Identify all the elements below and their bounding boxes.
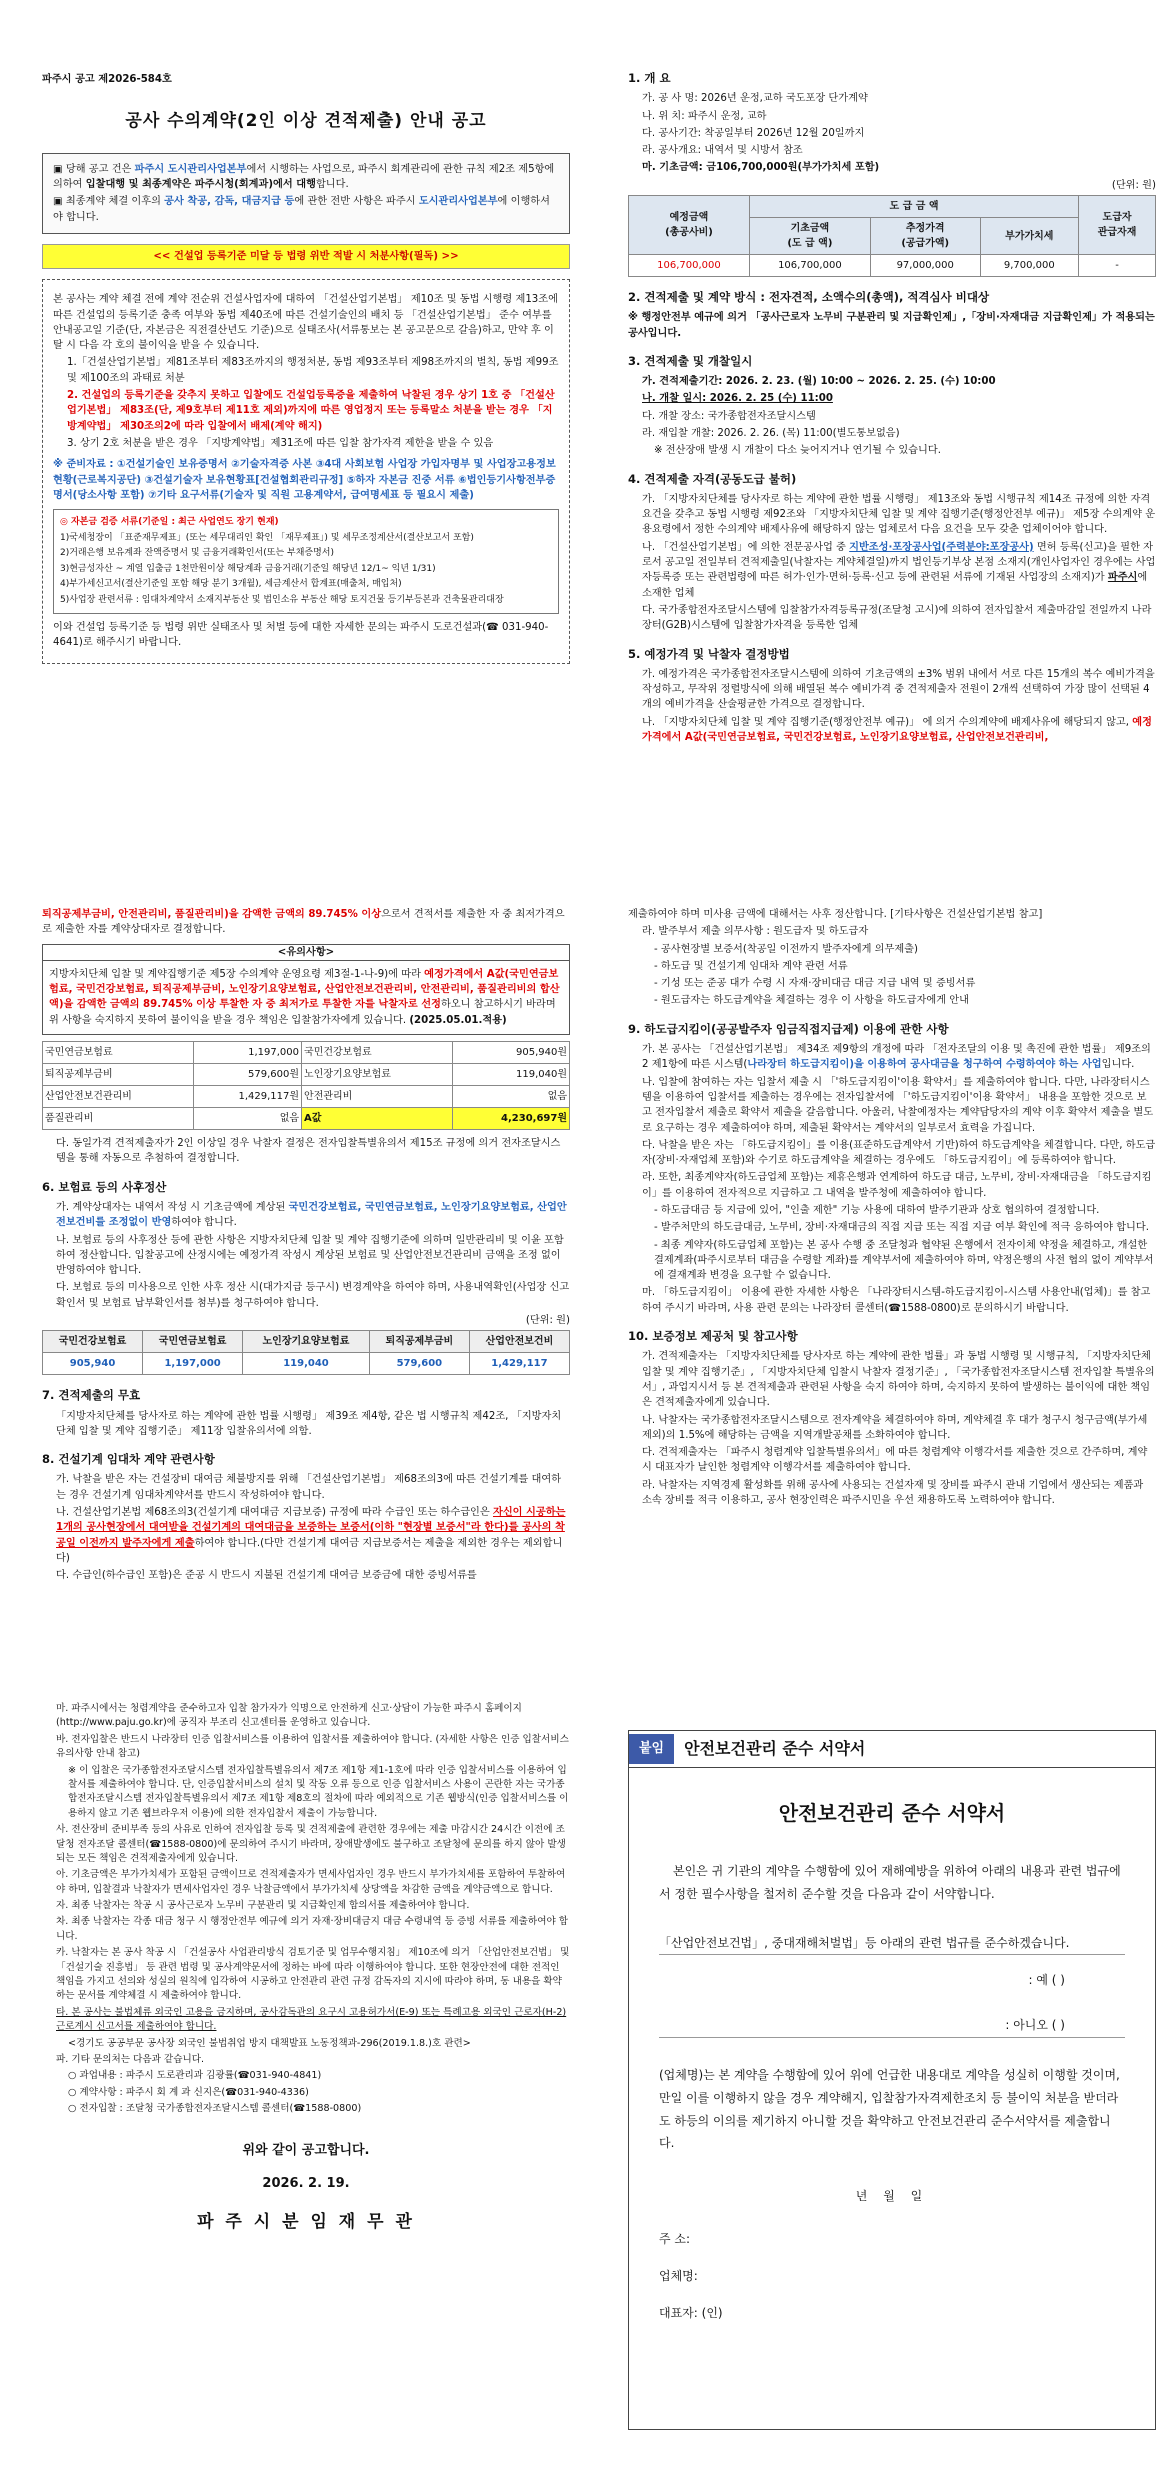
cell: 905,940 [43, 1353, 143, 1375]
cell: 국민연금보험료 [43, 1042, 194, 1064]
col-header: 추정가격 (공급가액) [870, 218, 980, 255]
cell: 119,040 [243, 1353, 370, 1375]
pledge-yes[interactable]: : 예 ( ) [1028, 1973, 1065, 1988]
cell: - [1079, 255, 1156, 277]
subcontract-a: 가. 본 공사는 「건설산업기본법」 제34조 제9항의 개정에 따라 「전자조달의 이용 및 촉진에 관한 법률」 제9조의2 제1항에 따른 시스템(나라장터 하도급지킴이)을 이용하여 공사대금을 청구하여 수령하여야 하는 사업입니다. [642, 1044, 1151, 1071]
warning-item-3: 3. 상기 2호 처분을 받은 경우 「지방계약법」제31조에 따른 입찰 참가자격 제한을 받을 수 있음 [67, 437, 494, 449]
capital-doc-item: 1)국세청장이 「표준재무제표」(또는 세무대리인 확인 「재무제표」) 및 세무조정계산서(결산보고서 포함) [60, 532, 474, 543]
section-3-title: 3. 견적제출 및 개찰일시 [628, 353, 753, 368]
docs-list: ※ 준비자료 : ①건설기술인 보유증명서 ②기술자격증 사본 ③4대 사회보험 사업장 가입자명부 및 사업장고용정보현황(근로복지공단) ③건설기술자 보유현황표[건설협회관리규정] ⑤하자 자본금 진중 서류 ⑥법인등기사항전부증명서(당소사항 포함) ⑦기타 요구서류(기술자 및 직원 고용계약서, 급여명세표 등 필요시 제출) [53, 459, 556, 501]
reference-item: 라. 낙찰자는 지역경제 활성화를 위해 공사에 사용되는 건설자재 및 장비를 파주시 관내 기업에서 생산되는 제품과 소속 장비를 적극 이용하고, 공사 현장인력은 파주시민을 우선 채용하도록 노력하여야 합니다. [642, 1479, 1144, 1506]
insurance-b: 나. 보험료 등의 사후정산 등에 관한 사항은 지방자치단체 입찰 및 계약 집행기준에 의하며 일반관리비 및 이윤 포함하여 정산합니다. 입찰공고에 산정시에는 예정가격 작성시 계상된 보험료 및 산업안전보건관리비 금액을 조정 없이 반영하여야 합니다. [56, 1234, 564, 1277]
schedule-item: ※ 전산장애 발생 시 개찰이 다소 늦어지거나 연기될 수 있습니다. [654, 445, 941, 457]
notice-left-top [42, 70, 570, 664]
unit-label: (단위: 원) [1111, 179, 1156, 191]
section-2-note: ※ 행정안전부 예규에 의거 「공사근로자 노무비 구분관리 및 지급확인제」,「장비·자재대금 지급확인제」가 적용되는 공사입니다. [628, 312, 1155, 339]
reference-item: 사. 전산장비 준비부족 등의 사유로 인하여 전자입찰 등록 및 견적제출에 관련한 경우에는 제출 마감시간 24시간 이전에 조달청 전자조달 콜센터(☎1588-0800)에 문의하여 주시기 바라며, 장애발생에도 불구하고 조달청에 문의를 하지 않아 발생되는 모든 책임은 견적제출자에게 있습니다. [56, 1824, 566, 1864]
subcontract-d-sub: - 하도급대금 등 지급에 있어, "인출 제한" 기능 사용에 대하여 발주기관과 상호 협의하여 결정합니다. [654, 1205, 1100, 1216]
invalid-text: 「지방자치단체를 당사자로 하는 계약에 관한 법률 시행령」 제39조 제4항, 같은 법 시행규칙 제42조, 「지방자치단체 입찰 및 계약 집행기준」 제11장 입찰유의서에 의함. [56, 1410, 562, 1437]
subcontract-c: 다. 낙찰을 받은 자는 「하도급지킴이」를 이용(표준하도급계약서 기반)하여 하도급계약을 체결합니다. 다만, 하도급자(장비·자재업체 포함)와 수기로 하도급계약을 체결하는 경우에도 「하도급지킴이」에 등록하여야 합니다. [642, 1139, 1156, 1167]
cell: 1,197,000 [143, 1353, 243, 1375]
pledge-law: 「산업안전보건법」, 중대재해처벌법」등 아래의 관련 법규를 준수하겠습니다. [659, 1932, 1125, 1956]
section-1-title: 1. 개 요 [628, 71, 671, 85]
cell: 품질관리비 [43, 1108, 194, 1130]
cell: 106,700,000 [629, 255, 750, 277]
equipment-a: 가. 낙찰을 받은 자는 건설장비 대여금 체불방지를 위해 「건설산업기본법」 제68조의3에 따른 건설기계를 대여하는 경우 건설기계 임대차계약서를 반드시 작성하여야 합니다. [56, 1474, 562, 1501]
cell: 퇴직공제부금비 [43, 1064, 194, 1086]
cell: 4,230,697원 [453, 1108, 570, 1130]
contact-item: ○ 과업내용 : 파주시 도로관리과 김광률(☎031-940-4841) [68, 2070, 322, 2082]
unit-label: (단위: 원) [525, 1315, 570, 1326]
qualification-a: 가. 「지방자치단체를 당사자로 하는 계약에 관한 법률 시행령」 제13조와 동법 시행규칙 제14조 규정에 의한 자격요건을 갖추고 동법 시행령 제92조와 「지방자치단체 입찰 및 계약 집행기준(행정안전부 예규)」 제5장 수의계약 운용요령에서 정한 수의계약 배제사유에 해당하지 않는 업체로서 다음 요건을 모두 갖춘 업체이어야 합니다. [642, 493, 1156, 536]
overview-item: 나. 위 치: 파주시 운정, 교하 [642, 110, 767, 122]
equipment-b: 나. 건설산업기본법 제68조의3(건설기계 대여대금 지급보증) 규정에 따라 수급인 또는 하수급인은 자신이 시공하는 1개의 공사현장에서 대여받을 건설기계의 대여대금을 보증하는 보증서(이하 "현장별 보증서"라 한다)를 공사의 착공일 이전까지 발주자에게 제출하여야 합니다.(다만 건설기계 대여금 지급보증서는 제출을 제외한 경우는 제외합니다) [56, 1506, 566, 1564]
section-6-title: 6. 보험료 등의 사후정산 [42, 1179, 167, 1194]
intro-line-1: ▣ 당해 공고 건은 파주시 도시관리사업본부에서 시행하는 사업으로, 파주시 회계관리에 관한 규칙 제2조 제5항에 의하여 입찰대행 및 최종계약은 파주시청(회계과)에서 대행합니다. [53, 163, 555, 191]
capital-doc-item: 2)거래은행 보유계좌 잔액증명서 및 금융거래확인서(또는 부채증명서) [60, 548, 334, 559]
capital-doc-item: 4)부가세신고서(결산기준일 포함 해당 분기 3개월), 세금계산서 합계표(매출처, 매입처) [60, 579, 402, 590]
cell: 1,197,000 [194, 1042, 302, 1064]
cell: A값 [302, 1108, 453, 1130]
reference-item: <경기도 공공부문 공사장 외국인 불법취업 방지 대책발표 노동정책과-296(2019.1.8.)호 관련> [68, 2037, 471, 2049]
qualification-c: 다. 국가종합전자조달시스템에 입찰참가자격등록규정(조달청 고시)에 의하여 전자입찰서 제출마감일 전일까지 나라장터(G2B)시스템에 입찰참가자격을 등록한 업체 [642, 604, 1152, 632]
equipment-duty: - 원도급자는 하도급계약을 체결하는 경우 이 사항을 하도급자에게 안내 [654, 995, 969, 1007]
cell: 97,000,000 [870, 255, 980, 277]
reference-item: 파. 기타 문의처는 다음과 같습니다. [56, 2053, 205, 2065]
cell: 579,600원 [194, 1064, 302, 1086]
appendix-header-title: 안전보건관리 준수 서약서 [684, 1739, 866, 1758]
qualification-b: 나. 「건설산업기본법」에 의한 전문공사업 중 지반조성·포장공사업(주력분야:포장공사) 면허 등록(신고)을 필한 자로서 공고일 전일부터 견적제출일(낙찰자는 계약체결일)까지 법인등기부상 본점 소재지(개인사업자인 경우에는 사업자등록증 또는 관련법령에 따른 허가·인가·면허·등록·신고 등에 관련된 서류에 기재된 사업장의 소재지)가 파주시에 소재한 업체 [642, 541, 1156, 599]
cell: 없음 [194, 1108, 302, 1130]
notice-date: 2026. 2. 19. [262, 2176, 350, 2192]
cell: 9,700,000 [980, 255, 1079, 277]
equipment-duty: - 공사현장별 보증서(착공일 이전까지 발주자에게 의무제출) [654, 943, 919, 955]
col-header: 국민건강보험료 [43, 1331, 143, 1353]
reference-item: 나. 낙찰자는 국가종합전자조달시스템으로 전자계약을 체결하여야 하며, 계약체결 후 대가 청구시 청구금액(부가세 제외)의 1.5%에 해당하는 금액을 지역개발공채를 소화하여야 합니다. [642, 1414, 1148, 1441]
pledge-body: (업체명)는 본 계약을 수행함에 있어 위에 언급한 내용대로 계약을 성실히 이행할 것이며, 만일 이를 이행하지 않을 경우 계약해지, 입찰참가자격제한조치 등 불이익 처분을 받더라도 하등의 이의를 제기하지 아니할 것을 확약하고 안전보건관리 준수서약서를 제출합니다. [659, 2067, 1120, 2151]
capital-doc-item: 5)사업장 관련서류 : 임대차계약서 소재지부동산 및 법인소유 부동산 해당 토지건물 등기부등본과 건축물관리대장 [60, 594, 504, 605]
section-10-title: 10. 보증정보 제공처 및 참고사항 [628, 1329, 798, 1344]
reference-item: 바. 전자입찰은 반드시 나라장터 인증 입찰서비스를 이용하여 입찰서를 제출하여야 합니다. (자세한 사항은 인증 입찰서비스 유의사항 안내 참고) [56, 1733, 569, 1760]
contact-paragraph: 이와 건설업 등록기준 등 법령 위반 실태조사 및 처벌 등에 대한 자세한 문의는 파주시 도로건설과(☎ 031-940-4641)로 해주시기 바랍니다. [53, 622, 549, 649]
overview-item: 마. 기초금액: 금106,700,000원(부가가치세 포함) [642, 162, 880, 174]
contact-item: ○ 계약사항 : 파주시 회 계 과 신지은(☎031-940-4336) [68, 2086, 309, 2098]
page-title: 공사 수의계약(2인 이상 견적제출) 안내 공고 [125, 111, 487, 132]
equipment-c: 다. 수급인(하수급인 포함)은 준공 시 반드시 지불된 건설기계 대여금 보증금에 대한 증빙서류를 [56, 1570, 477, 1582]
subcontract-d-sub: - 발주처만의 하도급대금, 노무비, 장비·자재대금의 직접 지급 또는 직접 지급 여부 확인에 적극 응하여야 합니다. [654, 1222, 1149, 1234]
col-header: 국민연금보험료 [143, 1331, 243, 1353]
pledge-title: 안전보건관리 준수 서약서 [778, 1801, 1006, 1825]
schedule-item: 나. 개찰 일시: 2026. 2. 25 (수) 11:00 [642, 393, 833, 405]
cell: 905,940원 [453, 1042, 570, 1064]
equipment-duty: 라. 발주부서 제출 의무사항 : 원도급자 및 하도급자 [642, 926, 869, 938]
pledge-intro: 본인은 귀 기관의 계약을 수행함에 있어 재해예방을 위하여 아래의 내용과 관련 법규에서 정한 필수사항을 철저히 준수할 것을 다음과 같이 서약합니다. [659, 1864, 1121, 1901]
notice-left-bottom [42, 1700, 570, 2237]
warning-item-2: 2. 건설업의 등록기준을 갖추지 못하고 입찰에도 건설업등록증을 제출하여 낙찰된 경우 상기 1호 중 「건설산업기본법」 제83조(단, 제9호부터 제11호 제외)까지에 따른 영업정지 또는 등록말소 처분을 받는 경우 「지방계약법」 제30조의2에 따라 입찰에서 배제(계약 해지) [67, 390, 555, 432]
cell: 국민건강보험료 [302, 1042, 453, 1064]
cell: 119,040원 [453, 1064, 570, 1086]
section-7-title: 7. 견적제출의 무효 [42, 1388, 141, 1403]
warning-box [42, 279, 570, 663]
notice-left-middle [42, 905, 570, 1585]
warning-banner: << 건설업 등록기준 미달 등 법령 위반 적발 시 처분사항(필독) >> [42, 244, 570, 269]
notice-number: 파주시 공고 제2026-584호 [42, 74, 172, 85]
capital-docs-box [53, 509, 559, 614]
subcontract-d: 라. 또한, 최종계약자(하도급업체 포함)는 제휴은행과 연계하여 하도급 대금, 노무비, 장비·자재대금을 「하도급지킴이」를 이용하여 전자적으로 지급하고 그 내역을 발주청에 제출하여야 합니다. [642, 1172, 1152, 1199]
reference-item: 아. 기초금액은 부가가치세가 포함된 금액이므로 견적제출자가 면세사업자인 경우 반드시 부가가치세를 포함하여 투찰하여야 하며, 입찰결과 낙찰자가 면세사업자인 경우 낙찰금액에서 부가가치세 상당액을 차감한 금액을 계약금액으로 합니다. [56, 1869, 566, 1895]
reference-item: 카. 낙찰자는 본 공사 착공 시 「건설공사 사업관리방식 검토기준 및 업무수행지침」 제10조에 의거 「산업안전보건법」 및 「건설기술 진흥법」 등 관련 법령 및 공사계약문서에 정하는 바에 따라 이행하여야 합니다. 또한 현장안전에 대한 전적인 책임을 가지고 선의와 성실의 원칙에 입각하여 시공하고 안전관리 관련 규정 감독자의 지시에 따라야 하며, 동 내용을 확약하는 문서를 계약체결 시 제출하여야 합니다. [56, 1947, 570, 2002]
section-9-title: 9. 하도급지킴이(공공발주자 임금직접지급제) 이용에 관한 사항 [628, 1021, 949, 1036]
cell: 579,600 [369, 1353, 469, 1375]
intro-line-2: ▣ 최종계약 체결 이후의 공사 착공, 감독, 대금지급 등에 관한 전반 사항은 파주시 도시관리사업본부에 이행하셔야 합니다. [53, 196, 550, 223]
notes-box [42, 944, 570, 1035]
col-header: 도급자 관급자재 [1079, 196, 1156, 255]
pledge-address[interactable]: 주 소: [659, 2231, 691, 2246]
pledge-representative[interactable]: 대표자: (인) [659, 2305, 723, 2320]
a-value-table [42, 1041, 570, 1130]
schedule-item: 가. 견적제출기간: 2026. 2. 23. (월) 10:00 ~ 2026. 2. 25. (수) 10:00 [642, 376, 996, 388]
reference-item: 가. 견적제출자는 「지방자치단체를 당사자로 하는 계약에 관한 법률」과 동법 시행령 및 시행규칙, 「지방자치단체 입찰 및 계약 집행기준」, 「지방자치단체 입찰시 낙찰자 결정기준」, 「국가종합전자조달시스템 전자입찰 특별유의서」, 과업지시서 등 본 견적제출과 관련된 사항을 숙지 하여야 하며, 숙지하지 못하여 발생하는 불이익에 대한 책임은 견적제출자에게 있습니다. [642, 1351, 1155, 1409]
notes-body: 지방자치단체 입찰 및 계약집행기준 제5장 수의계약 운영요령 제3절-1-나-9)에 따라 예정가격에서 A값(국민연금보험료, 국민건강보험료, 퇴직공제부금비, 노인장기요양보험료, 산업안전보건관리비, 안전관리비, 품질관리비의 합산액)을 감액한 금액의 89.745% 이상 투찰한 자 중 최저가로 투찰한 자를 낙찰자로 선정하오니 참고하시기 바라며 위 사항을 숙지하지 못하여 불이익을 받을 경우 책임은 입찰참가자에게 있습니다. (2025.05.01.적용) [49, 968, 560, 1026]
equipment-duty: - 하도급 및 건설기계 임대차 계약 관련 서류 [654, 960, 848, 972]
col-header: 기초금액 (도 급 액) [749, 218, 870, 255]
closing-line: 위와 같이 공고합니다. [242, 2142, 370, 2158]
subcontract-e: - 최종 계약자(하도급업체 포함)는 본 공사 수행 중 조달청과 협약된 은행에서 전자이체 약정을 체결하고, 개설한 결제계좌(파주시로부터 대금을 수령할 계좌)를 계약부서에 제출하여야 하며, 약정은행의 사전 협의 없이 계약부서에 결재계좌 변경을 요구할 수 없습니다. [654, 1239, 1154, 1282]
intro-box [42, 153, 570, 234]
price-method-b: 나. 「지방자치단체 입찰 및 계약 집행기준(행정안전부 예규)」 에 의거 수의계약에 배제사유에 해당되지 않고, 예정가격에서 A값(국민연금보험료, 국민건강보험료, 노인장기요양보험료, 산업안전보건관리비, [642, 716, 1152, 743]
capital-docs-title: ◎ 자본금 검증 서류(기준일 : 최근 사업연도 장기 현재) [60, 517, 279, 528]
reference-item: ※ 이 입찰은 국가종합전자조달시스템 전자입찰특별유의서 제7조 제1항 제1-1호에 따라 인증 입찰서비스를 이용하여 입찰서를 제출하여야 합니다. 단, 인증입찰서비스의 설치 및 작동 오류 등으로 인증 입찰서비스 사용이 곤란한 자는 국가종합전자조달시스템 전자입찰특별유의서 제7조 제1항 제8호의 절차에 따라 예외적으로 기존 웹방식(인증 입찰서비스를 이용하지 않고 기존 웹브라우저 이용)에 의한 전자입찰서 제출이 가능합니다. [68, 1764, 569, 1819]
overview-item: 가. 공 사 명: 2026년 운정,교하 국도포장 단가계약 [642, 93, 868, 105]
col-header: 퇴직공제부금비 [369, 1331, 469, 1353]
capital-doc-item: 3)현금성자산 ~ 계열 입출금 1천만원이상 해당계좌 금융거래(기준일 해당년 12/1~ 익년 1/31) [60, 563, 436, 574]
section-5-title: 5. 예정가격 및 낙찰자 결정방법 [628, 646, 790, 661]
cell: 106,700,000 [749, 255, 870, 277]
col-header: 예정금액 (총공사비) [629, 196, 750, 255]
cell: 없음 [453, 1086, 570, 1108]
insurance-c: 다. 보험료 등의 미사용으로 인한 사후 정산 시(대가지급 등구시) 변경계약을 하여야 하며, 사용내역확인(사업장 신고확인서 및 보험료 납부확인서를 첨부)를 청구하여야 합니다. [56, 1282, 570, 1309]
pledge-company[interactable]: 업체명: [659, 2268, 698, 2283]
price-method-a: 가. 예정가격은 국가종합전자조달시스템에 의하여 기초금액의 ±3% 범위 내에서 서로 다른 15개의 복수 예비가격을 작성하고, 무작위 정렬방식에 의해 배열된 복수 예비가격 중 견적제출자 전원이 2개씩 선택하여 가장 많이 선택된 4개의 예비가격을 산술평균한 가격으로 결정합니다. [642, 668, 1155, 711]
insurance-table [42, 1330, 570, 1375]
overview-item: 다. 공사기간: 착공일부터 2026년 12월 20일까지 [642, 127, 865, 139]
col-header: 노인장기요양보험료 [243, 1331, 370, 1353]
cell: 1,429,117원 [194, 1086, 302, 1108]
insurance-a: 가. 계약상대자는 내역서 작성 시 기초금액에 계상된 국민건강보험료, 국민연금보험료, 노인장기요양보험료, 산업안전보건비를 조정없이 반영하여야 합니다. [56, 1201, 567, 1229]
section-8-title: 8. 건설기계 임대차 계약 관련사항 [42, 1452, 215, 1467]
schedule-item: 라. 재입찰 개찰: 2026. 2. 26. (목) 11:00(별도통보없음) [642, 428, 900, 440]
reference-item: 다. 견적제출자는 「파주시 청렴계약 입찰특별유의서」에 따른 청렴계약 이행각서를 제출한 것으로 간주하며, 계약 시 대표자가 날인한 청렴계약 이행각서를 제출하여야 합니다. [642, 1447, 1148, 1474]
price-method-d: 다. 동일가격 견적제출자가 2인 이상일 경우 낙찰자 결정은 전자입찰특별유의서 제15조 규정에 의거 전자조달시스템을 통해 자동으로 추첨하여 결정합니다. [56, 1138, 561, 1165]
col-header: 부가가치세 [980, 218, 1079, 255]
reference-item: 타. 본 공사는 불법체류 외국인 고용을 금지하며, 공사감독관의 요구시 고용허가서(E-9) 또는 특례고용 외국인 근로자(H-2) 근로계시 신고서를 제출하여야 합니다. [56, 2006, 567, 2033]
issuer: 파 주 시 분 임 재 무 관 [197, 2211, 415, 2232]
col-header: 산업안전보건비 [469, 1331, 569, 1353]
reference-item: 마. 파주시에서는 청렴계약을 준수하고자 입찰 참가자가 익명으로 안전하게 신고·상담이 가능한 파주시 홈페이지(http://www.paju.go.kr)에 공직자 부조리 신고센터를 운영하고 있습니다. [56, 1703, 522, 1729]
section-2-title: 2. 견적제출 및 계약 방식 : 전자견적, 소액수의(총액), 적격심사 비대상 [628, 290, 990, 305]
cell: 안전관리비 [302, 1086, 453, 1108]
appendix-tag: 붙임 [629, 1734, 674, 1764]
appendix-header [629, 1731, 1155, 1768]
reference-item: 자. 최종 낙찰자는 착공 시 공사근로자 노무비 구분관리 및 지급확인제 합의서를 제출하여야 합니다. [56, 1900, 470, 1912]
subcontract-f: 마. 「하도급지킴이」 이용에 관한 자세한 사항은 「나라장터시스템-하도급지킴이-시스템 사용안내(업체)」를 참고하여 주시기 바라며, 사용 관련 문의는 나라장터 콜센터(☎1588-0800)로 문의하시기 바랍니다. [642, 1287, 1151, 1314]
price-method-b-cont: 퇴직공제부금비, 안전관리비, 품질관리비)을 감액한 금액의 89.745% 이상으로서 견적서를 제출한 자 중 최저가격으로 제출한 자를 계약상대자로 결정합니다. [42, 909, 565, 936]
equipment-cont: 제출하여야 하며 미사용 금액에 대해서는 사후 정산합니다. [기타사항은 건설산업기본법 참고] [628, 909, 1043, 920]
cell: 노인장기요양보험료 [302, 1064, 453, 1086]
notice-right-top [628, 70, 1156, 747]
appendix-pledge [628, 1730, 1156, 2430]
amount-table [628, 195, 1156, 277]
subcontract-b: 나. 입찰에 참여하는 자는 입찰서 제출 시 「'하도급지킴이'이용 확약서」를 제출하여야 합니다. 다만, 나라장터시스템을 이용하여 입찰서를 제출하는 경우에는 전자입찰서에 「'하도급지킴이'이용 확약서」 내용을 포함한 것으로 보고 전자입찰서 제출로 확약서 제출을 갈음합니다. 아울러, 낙찰예정자는 계약담당자의 계약 이후 확약서 제출을 별도로 요구하는 경우 제출하여야 하며, 제출된 확약서는 계약서의 일부로서 효력을 가집니다. [642, 1076, 1154, 1134]
equipment-duty: - 기성 또는 준공 대가 수령 시 자재·장비대금 대금 지급 내역 및 증빙서류 [654, 978, 976, 990]
notice-right-middle [628, 905, 1156, 1510]
contact-item: ○ 전자입찰 : 조달청 국가종합전자조달시스템 콜센터(☎1588-0800) [68, 2103, 362, 2115]
warning-item-1: 1.「건설산업기본법」제81조부터 제83조까지의 행정처분, 동법 제93조부터 제98조까지의 벌칙, 동법 제99조 및 제100조의 과태료 처분 [67, 357, 559, 384]
reference-item: 차. 최종 낙찰자는 각종 대금 청구 시 행정안전부 예규에 의거 자재·장비대금지 대금 수령내역 등 증빙 서류를 제출하여야 합니다. [56, 1916, 569, 1942]
pledge-date: 년 월 일 [855, 2189, 929, 2204]
overview-item: 라. 공사개요: 내역서 및 시방서 참조 [642, 145, 803, 157]
col-header: 도 급 금 액 [749, 196, 1078, 218]
cell: 산업안전보건관리비 [43, 1086, 194, 1108]
notes-head: <유의사항> [43, 945, 569, 961]
schedule-item: 다. 개찰 장소: 국가종합전자조달시스템 [642, 410, 816, 422]
cell: 1,429,117 [469, 1353, 569, 1375]
section-4-title: 4. 견적제출 자격(공동도급 불허) [628, 471, 797, 486]
pledge-no[interactable]: : 아니오 ( ) [659, 2014, 1125, 2038]
warning-paragraph: 본 공사는 계약 체결 전에 계약 전순위 건설사업자에 대하여 「건설산업기본법」 제10조 및 동법 시행령 제13조에 따른 건설업의 등록기준 충족 여부와 동법 제40조에 따른 건설기술인의 배치 등 「건설산업기본법」 준수 여부를 안내공고일 기준(단, 자본금은 직전결산년도 기준)으로 실태조사(서류통보는 본 공고문으로 갈음)하고, 만약 후 이탈 시 다음 각 호의 불이익을 받을 수 있습니다. [53, 294, 558, 352]
